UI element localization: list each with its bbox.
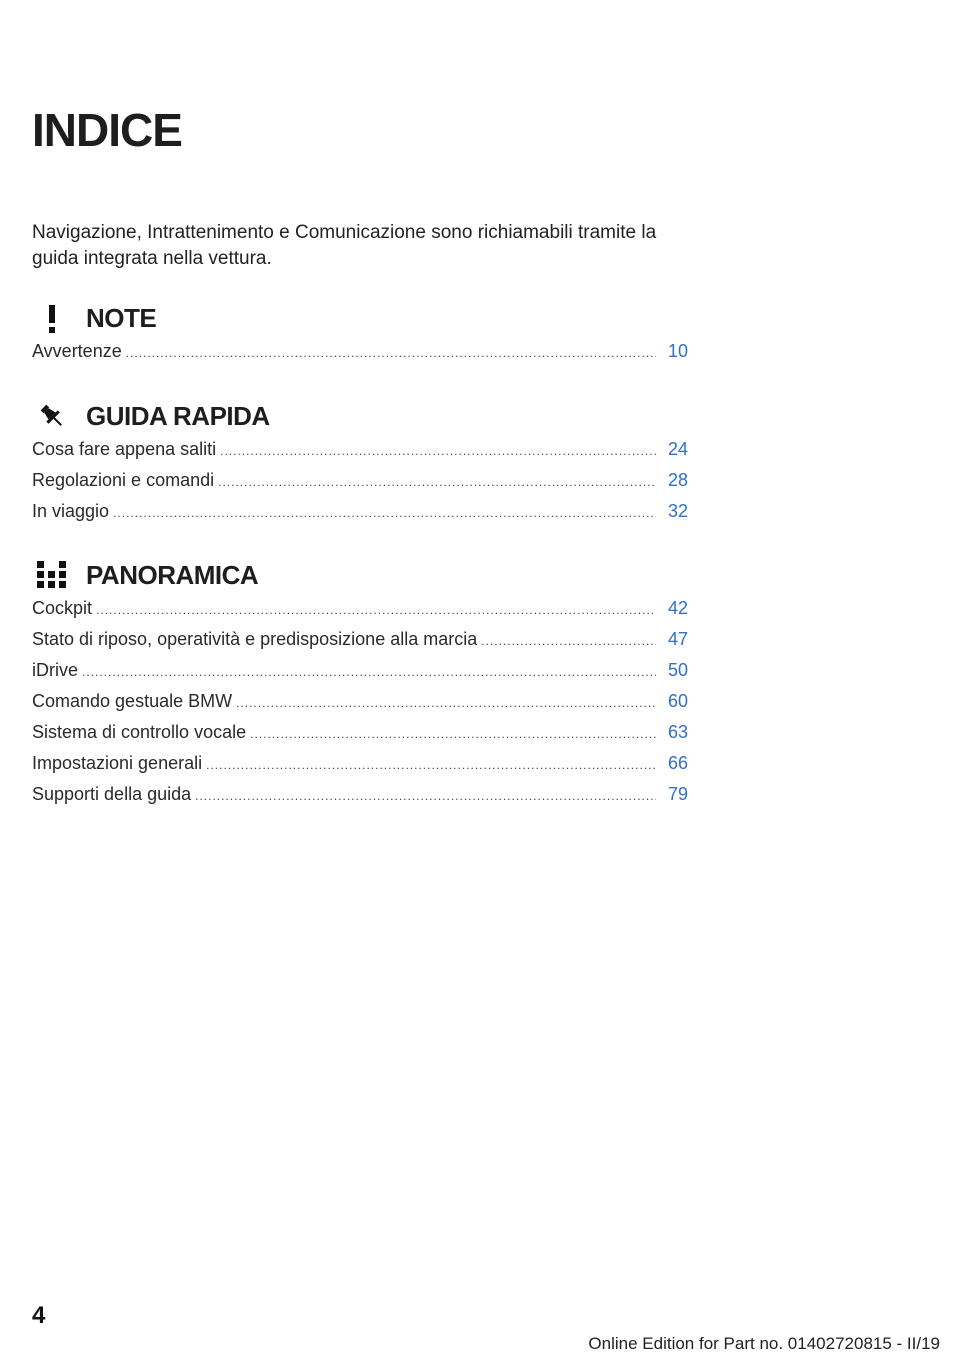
dot-leader: [126, 338, 656, 369]
dot-leader: [195, 781, 656, 812]
toc-entry-cockpit[interactable]: [32, 593, 688, 624]
toc-entry-supporti[interactable]: [32, 779, 688, 810]
section-note: [32, 300, 688, 367]
toc-page-link[interactable]: 63: [667, 722, 688, 742]
page-number: 4: [32, 1302, 46, 1329]
toc-entry-comando-gestuale[interactable]: [32, 686, 688, 717]
toc-page-link[interactable]: 79: [667, 784, 688, 804]
toc-page-link[interactable]: 10: [667, 341, 688, 361]
toc-entry-label: Supporti della guida: [32, 784, 192, 804]
dot-leader: [250, 719, 656, 750]
toc-entry-label: Regolazioni e comandi: [32, 470, 215, 490]
toc-entry-label: Avvertenze: [32, 341, 122, 361]
edition-footer: Online Edition for Part no. 01402720815 - II/19: [588, 1334, 940, 1353]
toc-page-link[interactable]: 47: [667, 629, 688, 649]
toc-entry-idrive[interactable]: [32, 655, 688, 686]
toc-page-link[interactable]: 66: [667, 753, 688, 773]
toc-list: [32, 336, 688, 367]
section-title: GUIDA RAPIDA: [86, 401, 270, 431]
section-panoramica: [32, 557, 688, 810]
toc-entry-label: Cockpit: [32, 598, 93, 618]
pushpin-icon: [32, 398, 72, 434]
dot-leader: [96, 595, 656, 626]
toc-entry-avvertenze[interactable]: [32, 336, 688, 367]
toc-page-link[interactable]: 28: [667, 470, 688, 490]
exclamation-icon: [32, 300, 72, 336]
toc-entry-impostazioni[interactable]: [32, 748, 688, 779]
section-header: [32, 557, 688, 593]
section-header: [32, 300, 688, 336]
grid-icon: [32, 557, 72, 593]
section-header: [32, 398, 688, 434]
toc-entry-label: In viaggio: [32, 501, 110, 521]
section-title: NOTE: [86, 303, 157, 333]
toc-page-link[interactable]: 42: [667, 598, 688, 618]
toc-page-link[interactable]: 32: [667, 501, 688, 521]
intro-text: Navigazione, Intrattenimento e Comunicazione sono richiamabili tramite la guida integrata nella vettura.: [32, 222, 657, 269]
toc-list: [32, 434, 688, 527]
toc-entry-label: Comando gestuale BMW: [32, 691, 233, 711]
toc-entry-in-viaggio[interactable]: [32, 496, 688, 527]
toc-page-link[interactable]: 60: [667, 691, 688, 711]
page-title: INDICE: [32, 104, 182, 156]
toc-list: [32, 593, 688, 810]
dot-leader: [82, 657, 656, 688]
toc-page-link[interactable]: 24: [667, 439, 688, 459]
toc-entry-label: Cosa fare appena saliti: [32, 439, 217, 459]
section-guida-rapida: [32, 398, 688, 527]
toc-entry-label: Impostazioni generali: [32, 753, 203, 773]
dot-leader: [206, 750, 656, 781]
dot-leader: [220, 436, 656, 467]
dot-leader: [218, 467, 656, 498]
toc-entry-regolazioni[interactable]: [32, 465, 688, 496]
toc-entry-cosa-fare[interactable]: [32, 434, 688, 465]
toc-entry-label: Sistema di controllo vocale: [32, 722, 247, 742]
dot-leader: [481, 626, 656, 657]
dot-leader: [236, 688, 656, 719]
section-title: PANORAMICA: [86, 560, 259, 590]
toc-entry-stato-di-riposo[interactable]: [32, 624, 688, 655]
toc-entry-label: iDrive: [32, 660, 79, 680]
toc-entry-label: Stato di riposo, operatività e predisposizione alla marcia: [32, 629, 478, 649]
toc-page-link[interactable]: 50: [667, 660, 688, 680]
toc-entry-controllo-vocale[interactable]: [32, 717, 688, 748]
dot-leader: [113, 498, 656, 529]
